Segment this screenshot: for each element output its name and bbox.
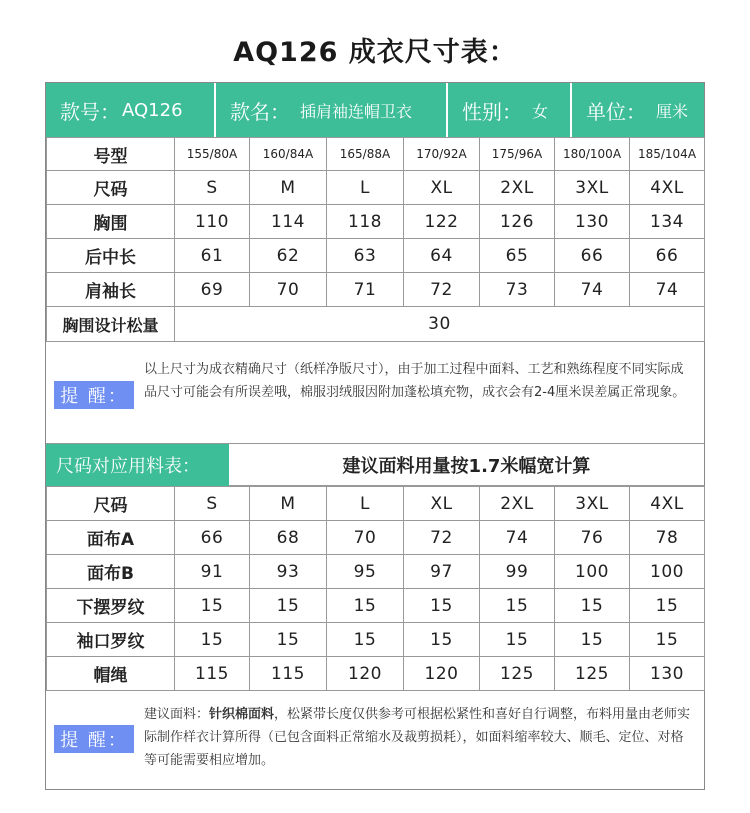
size-table-body xyxy=(47,138,705,342)
size_table-row xyxy=(47,171,705,205)
size_table-cell: 160/84A xyxy=(250,138,327,171)
fabric_table-row-label: 下摆罗纹 xyxy=(47,589,175,623)
size_table-cell: 3XL xyxy=(555,171,630,205)
fabric_table-cell: 74 xyxy=(480,521,555,555)
fabric_table-cell: 15 xyxy=(250,623,327,657)
size_table-row xyxy=(47,138,705,171)
size_table-cell: 165/88A xyxy=(327,138,404,171)
fabric_table-cell: 2XL xyxy=(480,487,555,521)
size_table-cell: 126 xyxy=(480,205,555,239)
size_table-cell: 74 xyxy=(630,273,705,307)
page-title: AQ126 成衣尺寸表： xyxy=(233,37,517,68)
fabric_table-cell: 125 xyxy=(480,657,555,691)
size_table-row xyxy=(47,273,705,307)
reminder-box-2 xyxy=(46,690,704,791)
fabric-advice-text: ，松紧带长度仅供参考可根据松紧性和喜好自行调整，布料用量由老师实际制作样衣计算所得（已包含面料正常缩水及裁剪损耗），如面料缩率较大、顺毛、定位、对格等可能需要相应增加。 xyxy=(144,707,691,768)
fabric_table-cell: 70 xyxy=(327,521,404,555)
style-name-cell xyxy=(216,83,448,137)
size_table-cell: 64 xyxy=(404,239,480,273)
fabric_table-cell: 15 xyxy=(555,623,630,657)
size_table-cell: 70 xyxy=(250,273,327,307)
size_table-cell: 185/104A xyxy=(630,138,705,171)
reminder-box-1 xyxy=(46,341,704,444)
unit-cell xyxy=(572,83,704,137)
size_table-cell: 62 xyxy=(250,239,327,273)
fabric_table-cell: M xyxy=(250,487,327,521)
unit-value: 厘米 xyxy=(656,101,689,121)
fabric_table-cell: 100 xyxy=(630,555,705,589)
fabric_table-cell: 76 xyxy=(555,521,630,555)
size_table-cell: 114 xyxy=(250,205,327,239)
unit-label: 单位： xyxy=(586,99,646,124)
fabric_table-cell: 66 xyxy=(175,521,250,555)
fabric_table-cell: 72 xyxy=(404,521,480,555)
fabric_table-cell: 120 xyxy=(404,657,480,691)
fabric_table-cell: XL xyxy=(404,487,480,521)
fabric_table-cell: 15 xyxy=(630,623,705,657)
fabric_table-cell: 15 xyxy=(555,589,630,623)
style-number-cell xyxy=(46,83,216,137)
style-number-value: AQ126 xyxy=(122,99,183,121)
reminder-text-2 xyxy=(144,703,696,772)
style-number-label: 款号： xyxy=(60,99,120,124)
size_table-row xyxy=(47,205,705,239)
size_table-cell: M xyxy=(250,171,327,205)
fabric_table-cell: 100 xyxy=(555,555,630,589)
fabric_table-row-label: 面布B xyxy=(47,555,175,589)
size_table-row-label: 肩袖长 xyxy=(47,273,175,307)
fabric_table-cell: 91 xyxy=(175,555,250,589)
fabric_table-row-label: 面布A xyxy=(47,521,175,555)
size_table-row-label: 胸围 xyxy=(47,205,175,239)
ease-value: 30 xyxy=(175,307,705,342)
fabric-advice-material: 针织棉面料 xyxy=(209,707,275,722)
gender-label: 性别： xyxy=(462,99,522,124)
reminder-badge-2: 提 醒： xyxy=(54,725,134,753)
size_table-row xyxy=(47,239,705,273)
fabric_table-row-label: 袖口罗纹 xyxy=(47,623,175,657)
reminder-text: 以上尺寸为成衣精确尺寸（纸样净版尺寸），由于加工过程中面料、工艺和熟练程度不同实际成品尺寸可能会有所误差哦，棉服羽绒服因附加蓬松填充物，成衣会有2-4厘米误差属正常现象。 xyxy=(144,362,686,400)
fabric-section-header xyxy=(46,444,704,486)
fabric_table-row xyxy=(47,555,705,589)
fabric_table-row-label: 帽绳 xyxy=(47,657,175,691)
fabric_table-cell: 3XL xyxy=(555,487,630,521)
reminder-badge: 提 醒： xyxy=(54,381,134,409)
fabric_table-cell: 15 xyxy=(175,623,250,657)
fabric_table-row xyxy=(47,623,705,657)
size_table-cell: 61 xyxy=(175,239,250,273)
size_table-cell: 180/100A xyxy=(555,138,630,171)
size_table-cell: 65 xyxy=(480,239,555,273)
header-bar xyxy=(46,83,704,137)
size_table-cell: 63 xyxy=(327,239,404,273)
fabric_table-row xyxy=(47,521,705,555)
fabric_table-cell: 93 xyxy=(250,555,327,589)
size_table-cell: 66 xyxy=(555,239,630,273)
fabric-table-body xyxy=(47,487,705,691)
fabric_table-cell: 15 xyxy=(250,589,327,623)
fabric_table-cell: 120 xyxy=(327,657,404,691)
fabric_table-cell: 68 xyxy=(250,521,327,555)
size_table-cell: 110 xyxy=(175,205,250,239)
fabric_table-row-label: 尺码 xyxy=(47,487,175,521)
fabric_table-cell: 130 xyxy=(630,657,705,691)
size_table-cell: 155/80A xyxy=(175,138,250,171)
size_table-cell: 71 xyxy=(327,273,404,307)
size_table-cell: L xyxy=(327,171,404,205)
fabric-section-title: 尺码对应用料表： xyxy=(46,444,229,486)
size_table-cell: 73 xyxy=(480,273,555,307)
ease-label: 胸围设计松量 xyxy=(47,307,175,342)
style-name-label: 款名： xyxy=(230,99,290,124)
gender-cell xyxy=(448,83,572,137)
size_table-cell: S xyxy=(175,171,250,205)
fabric-table xyxy=(46,486,705,691)
size_table-cell: 74 xyxy=(555,273,630,307)
size_table-cell: 134 xyxy=(630,205,705,239)
fabric_table-cell: 15 xyxy=(480,589,555,623)
fabric_table-row xyxy=(47,487,705,521)
fabric_table-cell: 15 xyxy=(327,589,404,623)
size-table xyxy=(46,137,705,342)
style-name-value: 插肩袖连帽卫衣 xyxy=(300,101,413,121)
fabric_table-cell: 99 xyxy=(480,555,555,589)
size_table-cell: 66 xyxy=(630,239,705,273)
size_table-cell: 72 xyxy=(404,273,480,307)
fabric_table-row xyxy=(47,657,705,691)
fabric_table-cell: 125 xyxy=(555,657,630,691)
size_table-row-label: 号型 xyxy=(47,138,175,171)
fabric-advice-prefix: 建议面料： xyxy=(144,707,210,722)
fabric_table-cell: L xyxy=(327,487,404,521)
fabric_table-cell: S xyxy=(175,487,250,521)
size_table-row-label: 后中长 xyxy=(47,239,175,273)
fabric_table-cell: 15 xyxy=(404,623,480,657)
size_table-cell: 2XL xyxy=(480,171,555,205)
size_table-row-label: 尺码 xyxy=(47,171,175,205)
fabric_table-cell: 15 xyxy=(327,623,404,657)
gender-value: 女 xyxy=(532,101,549,121)
fabric_table-cell: 97 xyxy=(404,555,480,589)
fabric_table-cell: 15 xyxy=(404,589,480,623)
size_table-cell: 170/92A xyxy=(404,138,480,171)
ease-row xyxy=(47,307,705,342)
size_table-cell: XL xyxy=(404,171,480,205)
fabric_table-cell: 78 xyxy=(630,521,705,555)
fabric_table-cell: 15 xyxy=(480,623,555,657)
fabric_table-cell: 15 xyxy=(630,589,705,623)
fabric-width-note: 建议面料用量按1.7米幅宽计算 xyxy=(342,456,591,477)
fabric_table-cell: 115 xyxy=(250,657,327,691)
fabric_table-cell: 4XL xyxy=(630,487,705,521)
fabric_table-cell: 115 xyxy=(175,657,250,691)
size_table-cell: 69 xyxy=(175,273,250,307)
fabric_table-cell: 15 xyxy=(175,589,250,623)
size_table-cell: 118 xyxy=(327,205,404,239)
size_table-cell: 175/96A xyxy=(480,138,555,171)
fabric_table-row xyxy=(47,589,705,623)
fabric_table-cell: 95 xyxy=(327,555,404,589)
size_table-cell: 130 xyxy=(555,205,630,239)
size_table-cell: 4XL xyxy=(630,171,705,205)
size-chart-sheet xyxy=(45,82,705,790)
size_table-cell: 122 xyxy=(404,205,480,239)
